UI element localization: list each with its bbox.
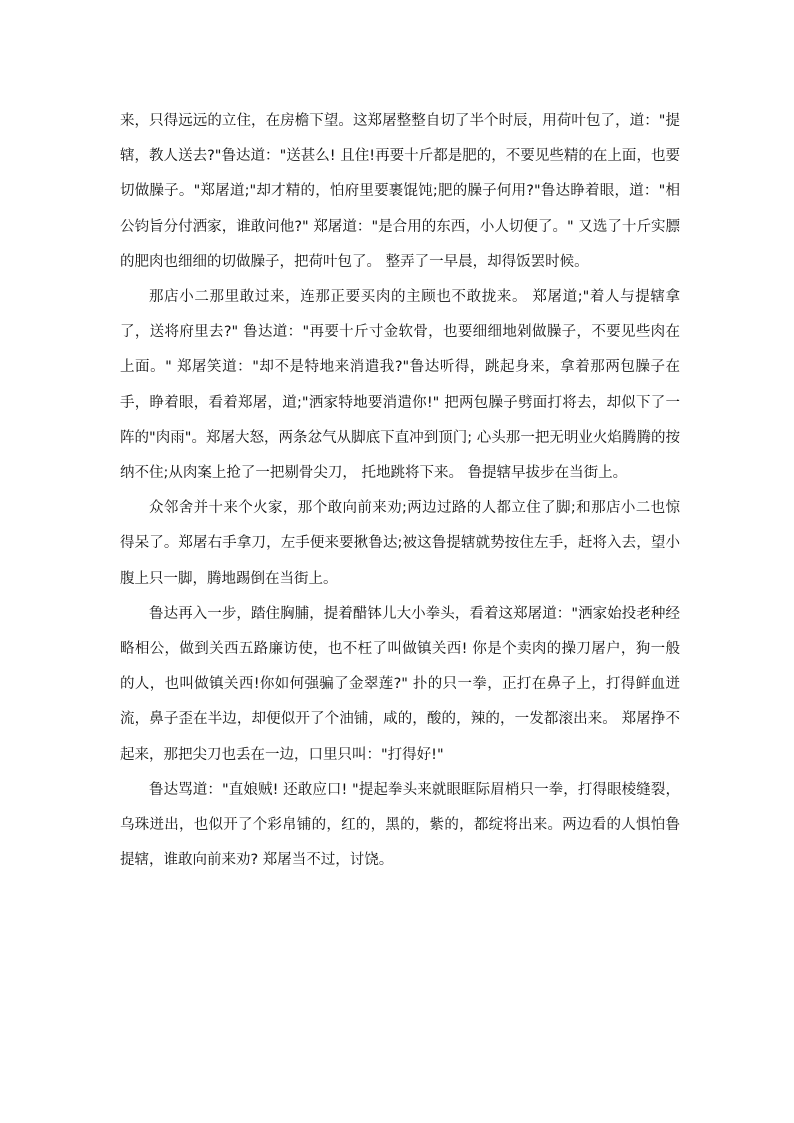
paragraph-2: 那店小二那里敢过来，连那正要买肉的主顾也不敢拢来。 郑屠道;"着人与提辖拿了，送将府里去?" 鲁达道："再要十斤寸金软骨，也要细细地剁做臊子，不要见些肉在上面。" 郑屠笑道："却不是特地来消遣我?"鲁达听得，跳起身来，拿着那两包臊子在手，睁着眼，看着郑屠，道;"洒家特地要消遣你!" 把两包臊子劈面打将去，却似下了一阵的"肉雨"。郑屠大怒，两条忿气从脚底下直冲到顶门; 心头那一把无明业火焰腾腾的按纳不住;从肉案上抢了一把剔骨尖刀， 托地跳将下来。 鲁提辖早拔步在当街上。 bbox=[120, 289, 680, 482]
paragraph-4: 鲁达再入一步，踏住胸脯，提着醋钵儿大小拳头，看着这郑屠道："洒家始投老种经略相公，做到关西五路廉访使，也不枉了叫做镇关西! 你是个卖肉的操刀屠户，狗一般的人，也叫做镇关西!你如何强骗了金翠莲?" 扑的只一拳，正打在鼻子上，打得鲜血迸流，鼻子歪在半边，却便似开了个油铺，咸的，酸的，辣的，一发都滚出来。 郑屠挣不起来，那把尖刀也丢在一边，口里只叫："打得好!" bbox=[120, 605, 680, 763]
paragraph-5: 鲁达骂道："直娘贼! 还敢应口! "提起拳头来就眼眶际眉梢只一拳，打得眼棱缝裂，乌珠迸出，也似开了个彩帛铺的，红的，黑的，紫的，都绽将出来。两边看的人惧怕鲁提辖，谁敢向前来劝? 郑屠当不过，讨饶。 bbox=[120, 781, 680, 869]
paragraph-3: 众邻舍并十来个火家，那个敢向前来劝;两边过路的人都立住了脚;和那店小二也惊得呆了。郑屠右手拿刀，左手便来要揪鲁达;被这鲁提辖就势按住左手，赶将入去，望小腹上只一脚，腾地踢倒在当街上。 bbox=[120, 500, 680, 587]
paragraph-1: 来，只得远远的立住，在房檐下望。这郑屠整整自切了半个时辰，用荷叶包了，道："提辖，教人送去?"鲁达道："送甚么! 且住!再要十斤都是肥的，不要见些精的在上面，也要切做臊子。"郑屠道;"却才精的，怕府里要裹馄饨;肥的臊子何用?"鲁达睁着眼，道："相公钧旨分付洒家，谁敢问他?" 郑屠道："是合用的东西，小人切便了。" 又选了十斤实膘的肥肉也细细的切做臊子，把荷叶包了。 整弄了一早晨，却得饭罢时候。 bbox=[120, 113, 680, 270]
document-body bbox=[120, 104, 680, 878]
